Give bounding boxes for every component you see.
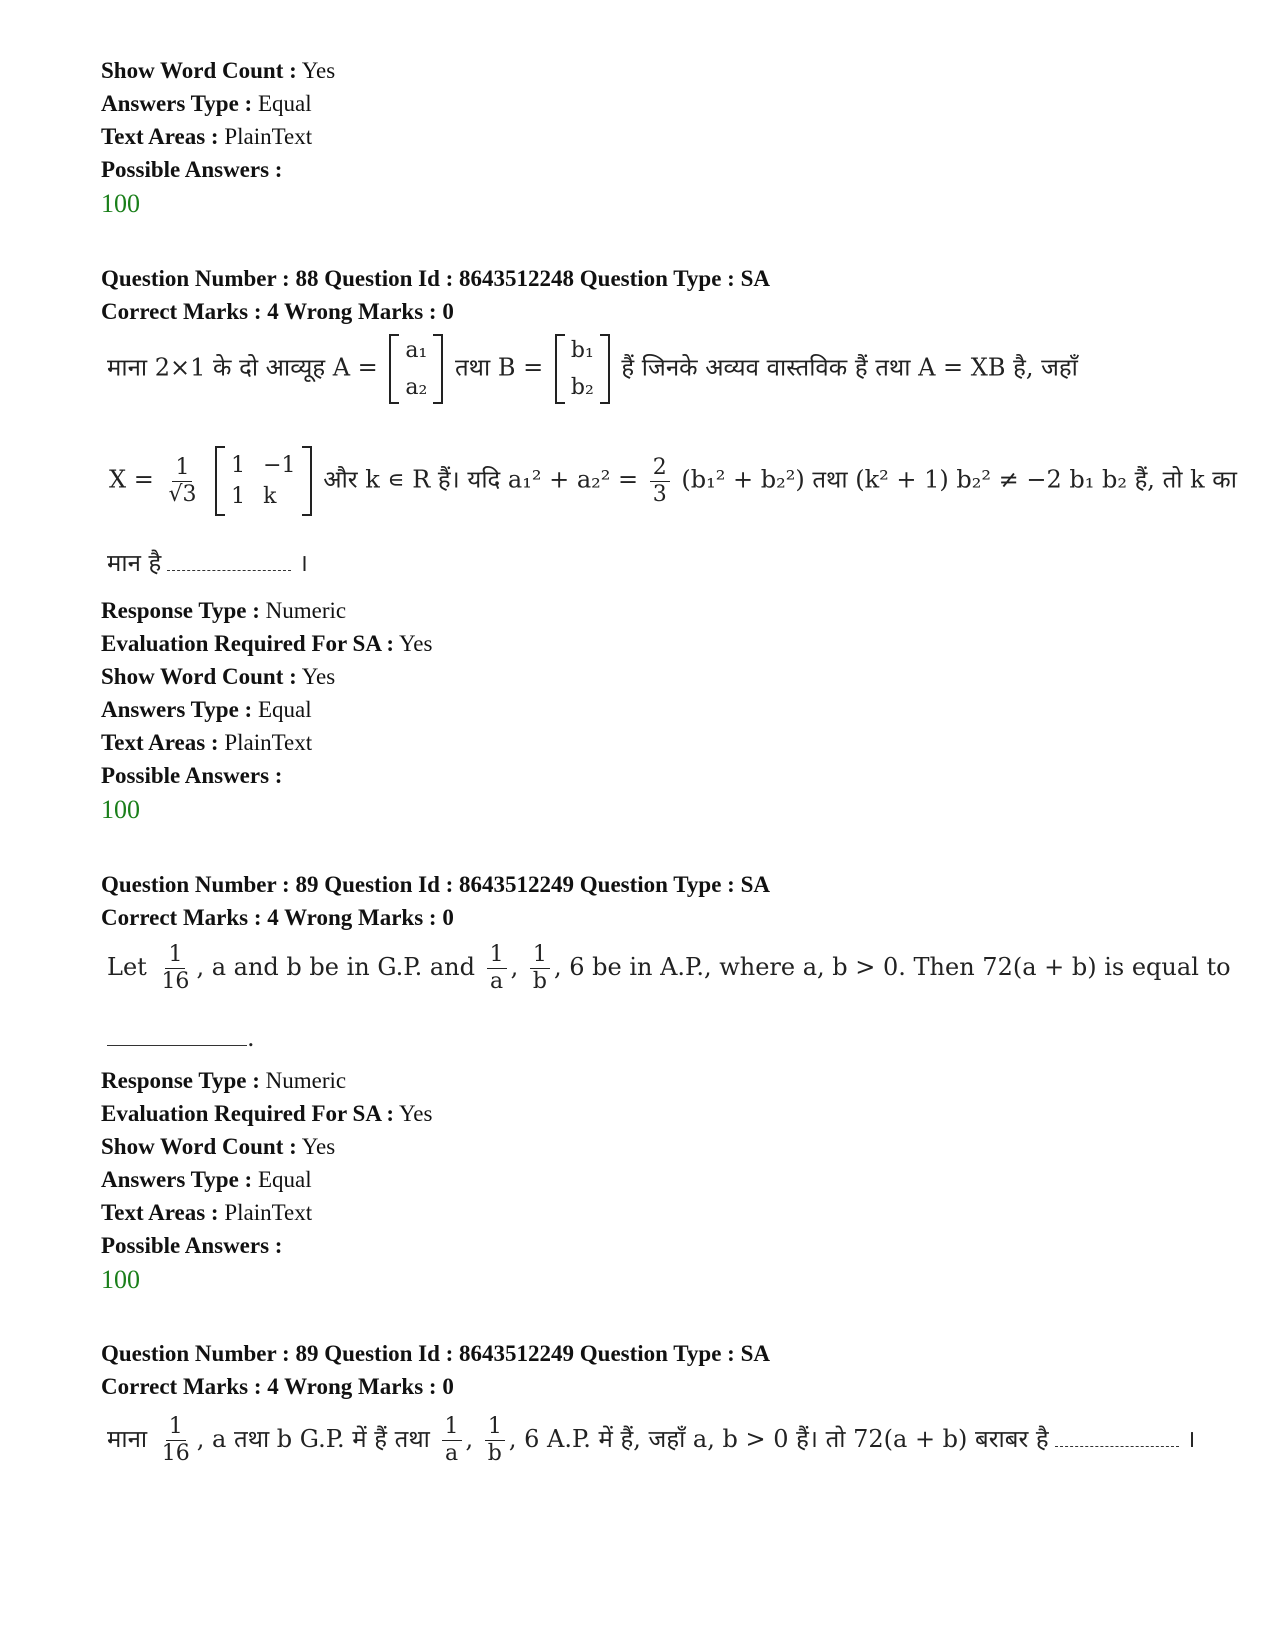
matrix-x: 1 −1 1 k (215, 446, 311, 516)
question-88-line-1: माना 2×1 के दो आव्यूह A = a₁ a₂ तथा B = b₁ b₂ हैं जिनके अव्यव वास्तविक हैं तथा A = XB है, जहाँ (107, 334, 1078, 404)
possible-answer-value: 100 (101, 1265, 140, 1294)
possible-answer-value: 100 (101, 189, 140, 218)
question-89-hi-header: Question Number : 89 Question Id : 8643512249 Question Type : SA Correct Marks : 4 Wrong Marks : 0 (101, 1341, 770, 1399)
answer-blank (167, 550, 291, 571)
matrix-a: a₁ a₂ (389, 334, 443, 404)
question-89-en-line-1: Let $\frac{1}{16}$ , a and b be in G.P. and $\frac{1}{a}$ , $\frac{1}{b}$ , 6 be in A.P., where a, b > 0. Then 72(a + b) is equal to (107, 942, 1231, 994)
answer-blank (107, 1025, 247, 1046)
question-88-line-3: मान है । (107, 549, 309, 577)
question-88-line-2: X = $\frac{1}{√3}$ 1 −1 1 k और k ∊ R हैं। यदि a₁² + a₂² = $\frac{2}{3}$ (b₁² + b₂²) तथा (k² + 1) b₂² ≠ −2 b₁ b₂ हैं, तो k का (109, 446, 1237, 516)
question-89-en-line-2: . (107, 1024, 255, 1052)
possible-answer-value: 100 (101, 795, 140, 824)
question-88-meta: Response Type : Numeric Evaluation Required For SA : Yes Show Word Count : Yes Answers Type : Equal Text Areas : PlainText Possible Answers : 100 (101, 594, 432, 828)
question-89-en-header: Question Number : 89 Question Id : 8643512249 Question Type : SA Correct Marks : 4 Wrong Marks : 0 (101, 872, 770, 930)
prev-question-meta: Show Word Count : Yes Answers Type : Equal Text Areas : PlainText Possible Answers : 100 (101, 54, 335, 222)
answer-blank (1055, 1426, 1179, 1447)
question-89-en-meta: Response Type : Numeric Evaluation Required For SA : Yes Show Word Count : Yes Answers Type : Equal Text Areas : PlainText Possible Answers : 100 (101, 1064, 432, 1298)
question-88-header: Question Number : 88 Question Id : 8643512248 Question Type : SA Correct Marks : 4 Wrong Marks : 0 (101, 266, 770, 324)
question-89-hi-line-1: माना $\frac{1}{16}$ , a तथा b G.P. में हैं तथा $\frac{1}{a}$ , $\frac{1}{b}$ , 6 A.P. में हैं, जहाँ a, b > 0 हैं। तो 72(a + b) बराबर है । (107, 1414, 1196, 1466)
matrix-b: b₁ b₂ (555, 334, 610, 404)
